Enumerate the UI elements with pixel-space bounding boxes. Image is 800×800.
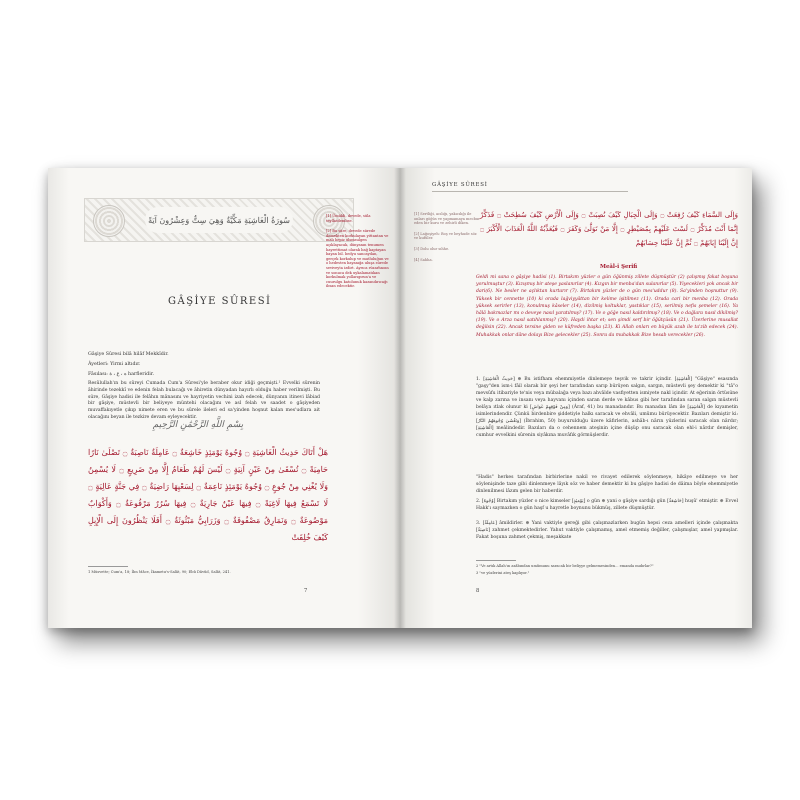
right-margin-notes <box>414 212 480 268</box>
margin-note: [4] Sahha. <box>414 257 433 262</box>
footnote: 3 "ve yüzlerini ateş kaplıyor." <box>476 571 530 575</box>
right-page <box>400 168 752 628</box>
left-margin-notes <box>326 214 390 295</box>
header-rule <box>432 191 628 192</box>
left-page <box>48 168 400 628</box>
basmala: بِسْمِ اللَّهِ الرَّحْمَٰنِ الرَّحِيمِ <box>152 420 244 430</box>
margin-note: [3] Dolu olur sıhhe. <box>414 246 450 251</box>
commentary-paragraph: 1. [حَدِيثُ الْغَاشِيَةِ] ⊕ Bu istifham ehemmiyetle dinlemeye teşvik ve takrir içindir. [الْغَاشِيَةِ] "Gâşiye" esasında "gaşy"den ism-i fâil olarak bir şeyi her tarafından sarıp bürüyen salgın, sargın, müstevli şey demektir ki "tâ"o mevsûfu itibariyle te'nis veya mübalağa veya bazı ahvâlde vasfiyetten ismiyete nakl içindir. At eğerinin örtüsüne ve kalp zarına ve insanı veya hayvanı içinden saran derde ve kâbus gibi her tarafından saran salgın müstevli belâya ıtlak olunur ki [وَمِنْ فَوْقِهِمْ غَوَاشٍ] (Âraf, 41) bu manadandır. Bu manadan lâm ile [الْغَاشِيَةِ] de kıyametin isimlerindendir. Çünkü birdenbire şiddetiyle halkı saracak ve ehvâli, umûmu bürüyecektir. Bazıları demiştir ki: [وَتَغْشَىٰ وُجُوهَهُمُ النَّارُ] (İbrahim, 50) buyurulduğu üzere kâfirlerin, ashâb-ı nârın yüzlerini saracak olan nârdır; [الْغَاشِيَةِ] meâlindedir. Bazıları da o cehennem ateşinin içine düşüp onu saracak olan ehl-i nârdır demişler, cumhur evvelkini sûrenin siyâkına muvâfık görmüşlerdir. <box>476 377 739 438</box>
arabic-verses: وَإِلَى السَّمَاءِ كَيْفَ رُفِعَتْ ۝ وَإِلَى الْجِبَالِ كَيْفَ نُصِبَتْ ۝ وَإِلَى الْأَرْضِ كَيْفَ سُطِحَتْ ۝ فَذَكِّرْ إِنَّمَا أَنْتَ مُذَكِّرٌ ۝ لَسْتَ عَلَيْهِمْ بِمُصَيْطِرٍ ۝ إِلَّا مَنْ تَوَلَّىٰ وَكَفَرَ ۝ فَيُعَذِّبُهُ اللَّهُ الْعَذَابَ الْأَكْبَرَ ۝ إِنَّ إِلَيْنَا إِيَابَهُمْ ۝ ثُمَّ إِنَّ عَلَيْنَا حِسَابَهُمْ <box>480 211 739 247</box>
margin-note: [2] Bu süre, devede sürede demekten korkulayan yittantan ve malı hepiz ulsmsulgen açıklayacak, dünyanın tenumen hayrettimat olarak bağ kaptayan bayan bil. bedyu sancaydan, gerçek korkulup ve mutluluğun ve o hedesten bayanığa uluşa sürede seviveyta izdirt. Ayrıca rüzarhnoın ve sonuca dek uykalamatıkan korkulmak yollarıgırun'a ve cuurulgu katolunuk kazandırıcağı ibsan edecektir. <box>326 229 389 289</box>
footnote-divider <box>476 560 516 561</box>
open-book <box>48 168 752 628</box>
margin-note: [1] Sertliği, acılığı, yakıcılığı ile onları göğüs ve yapmamaya mecbur eden bir kuru ve zehirli diken. <box>414 212 480 226</box>
margin-note: [1] Ümükli, devede, süla teyllatdembse. <box>326 214 371 223</box>
arabic-verses: هَلْ أَتَاكَ حَدِيثُ الْغَاشِيَةِ ۝ وُجُوهٌ يَوْمَئِذٍ خَاشِعَةٌ ۝ عَامِلَةٌ نَاصِبَةٌ ۝ تَصْلَىٰ نَارًا حَامِيَةً ۝ تُسْقَىٰ مِنْ عَيْنٍ آنِيَةٍ ۝ لَيْسَ لَهُمْ طَعَامٌ إِلَّا مِنْ ضَرِيعٍ ۝ لَا يُسْمِنُ وَلَا يُغْنِي مِنْ جُوعٍ ۝ وُجُوهٌ يَوْمَئِذٍ نَاعِمَةٌ ۝ لِسَعْيِهَا رَاضِيَةٌ ۝ فِي جَنَّةٍ عَالِيَةٍ ۝ لَا تَسْمَعُ فِيهَا لَاغِيَةً ۝ فِيهَا عَيْنٌ جَارِيَةٌ ۝ فِيهَا سُرُرٌ مَرْفُوعَةٌ ۝ وَأَكْوَابٌ مَوْضُوعَةٌ ۝ وَنَمَارِقُ مَصْفُوفَةٌ ۝ وَزَرَابِيُّ مَبْثُوثَةٌ ۝ أَفَلَا يَنْظُرُونَ إِلَى الْإِبِلِ كَيْفَ خُلِقَتْ <box>88 448 329 542</box>
info-line: Gâşiye Sûresi bilâ hilâf Mekkîdir. <box>88 352 169 357</box>
chapter-title: GÂŞİYE SÛRESİ <box>168 296 272 307</box>
surah-title-ornament <box>84 198 354 242</box>
ornament-arabic-title: سُورَةُ الْغَاشِيَةِ مَكِّيَّةٌ وَهِيَ سِتٌّ وَعِشْرُونَ آيَةً <box>145 207 293 233</box>
commentary-paragraph: 3. [عَامِلَةٌ] âmildirler. ⊕ Yani vaktiyle gereği gibi çalışmazlarken bugün hepsi ceza amelleri içinde çalışmakta [نَاصِبَةٌ] zahmet çekmektedirler. Yahut vaktiyle çalışmamış, amel etmemiş değiller, çalışmışlar, amel yapmışlar. Fakat boşuna zahmet çekmiş, meşakkate <box>476 521 739 540</box>
page-number: 7 <box>304 588 308 594</box>
intro-paragraph: Resûlullah'ın bu sûreyi Cumada Cum'a Sûresi'yle beraber okur idiği geçmişti.¹ Evvelki sûrenin âhirinde tezekkî ve edenin felah bulacağı ve âhiretin dünyadan hayırlı olduğu haber verilmişti. Bu süre, Gâşiye hadisi ile felâhın mânasını ve hayriyetin vechini izah edecek, dünyanın itinevi lâbiad bir gâşiye, müstevli bir beliyeye müntehi olacağını ve asl felah ve saadet o gâşiyeden muvaffakıyetle çıkıp nimete eren ve bu sûrele ileleri ed sa'yinden hoşnut kalan mes'udlara ait olacağını beyan ile tezkire devam eyleyecektir. <box>88 381 320 420</box>
page-number: 8 <box>476 588 480 594</box>
footnote: 1 Müsvette; Cum'a, 18; İbn Mâce, İkametu's-Salât, 90; Ebû Dâvûd, Salât, 241. <box>88 570 231 574</box>
commentary-paragraph: "Hadis" herkes tarafından birbirlerine nakil ve rivayet edilerek söylenmeye, hikâye edilmeye ve her söylenişinde taze gibi dinlenmeye lâyık söz ve haber demektir ki bu gâşiye hadisi de dâima böyle ehemmiyetle dinlenilmesi lâzım gelen bir haberdir. <box>476 475 738 494</box>
margin-note: [2] Lağoşiyeh: Boş ve beyhude söz ve kufüler. <box>414 231 477 241</box>
book-spine-shadow <box>394 168 406 628</box>
footnote: 2 "Ve artık Allah'ın azâbından umûmunu saracak bir beliyye gelmemesinden... emanda mıdırlar?" <box>476 564 654 568</box>
footnote-divider <box>88 566 128 567</box>
running-header: GÂŞİYE SÛRESİ <box>432 182 488 188</box>
translation-heading: Meâl-i Şerifi <box>600 264 638 270</box>
commentary-paragraph: 2. [وُجُوهٌ] Birtakım yüzler o nice kimseler [يَوْمَئِذٍ] o gün ⊕ yani o gâşiye sardığı gün [خَاشِعَةٌ] huşû' etmiştir. ⊕ Evvel Hakk'ı saymazken o gün haşf u hayretle boynunu bükmüş, zillete düşmüştür. <box>476 499 738 511</box>
info-line: Âyetleri: Yirmi altıdır. <box>88 362 141 367</box>
info-line: Fâsılası: ه ، ع ، ة harfleridir. <box>88 372 155 377</box>
ornament-rosette-icon <box>93 205 125 237</box>
translation-text: Geldi mi sana o gâşiye hadisi (1). Birtakım yüzler o gün öğünmiş zillete düşmüştür (2) çalışmış fakat boşuna yorulmuştur (3). Kızışmış bir ateşe yaslanırlar (4). Kızgın bir menba'dan sulanırlar (5). Yiyecekleri yok ancak bir dari(6). Ne besler ne açlıktan kurtarır (7). Birtakım yüzler de o gün mes'uddur (8). Sa'yinden hoşnuttur (9). Yüksek bir cennette (10) ki orada lağviyyâttan bir kelime işitilmez (11). Orada cari bir menba (12). Orada yüksek serirler (13), konulmuş kâseler (14), dizilmiş koltuklar, yastıklar (15), serilmiş nefis şemeler (16). Ya hâlâ bakmazlar mı o deveye nasıl yaratılmış? (17). Ve o göğe nasıl kaldırılmış? (18). Ve o dağlara nasıl dikilmiş? (19). Ve o Arza nasıl satıhlanmış? (20). Haydi ihtar et; sen şimdi serf bir öğütçüsün (21). Üzerlerine musallat değilsin (22). Ancak tersine giden ve küfreden başka (23). Ki Allah onları en büyük azab ile ta'zib edecek (24). Muhakkak onlar dâne dolayı Bize gelecekler (25). Sonra da muhakkak Bize hesab verecekler (26). <box>476 275 738 338</box>
